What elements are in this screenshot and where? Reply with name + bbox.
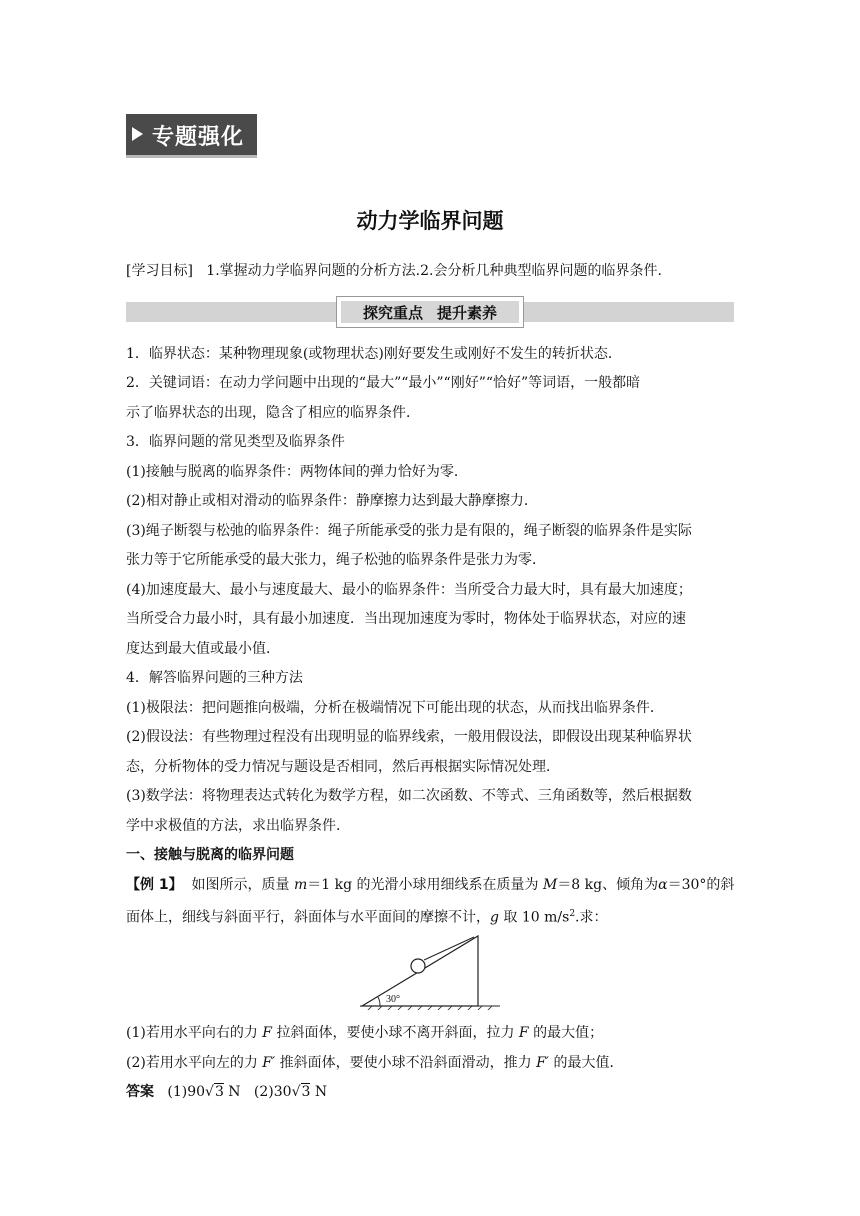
radicand: 3 xyxy=(301,1084,311,1100)
learning-objectives xyxy=(126,262,662,280)
body-line: (1)接触与脱离的临界条件：两物体间的弹力恰好为零． xyxy=(126,464,468,480)
body-line: 4．解答临界问题的三种方法 xyxy=(126,670,303,686)
example-line-1 xyxy=(126,876,734,894)
var-M: M xyxy=(542,877,558,893)
text-run: 取 10 m/s xyxy=(498,909,570,926)
objectives-tag: [学习目标] xyxy=(126,263,193,279)
var-m: m xyxy=(293,877,308,893)
ball xyxy=(411,959,425,973)
text-run: 如图所示，质量 xyxy=(191,877,294,893)
var-F: F xyxy=(518,1025,529,1041)
unit: N xyxy=(310,1084,328,1100)
var-g: g xyxy=(490,909,499,926)
question-1 xyxy=(126,1024,603,1042)
text-run: .求： xyxy=(575,909,608,926)
answer-label: 答案 xyxy=(126,1084,154,1100)
section-header xyxy=(336,296,524,328)
body-line: (2)相对静止或相对滑动的临界条件：静摩擦力达到最大静摩擦力． xyxy=(126,493,538,509)
answer-2: (2)30 xyxy=(253,1084,292,1100)
var-F-prime: F′ xyxy=(536,1055,549,1071)
body-line: 张力等于它所能承受的最大张力，绳子松弛的临界条件是张力为零． xyxy=(126,552,546,568)
body-line: 学中求极值的方法，求出临界条件． xyxy=(126,818,350,834)
body-line: 1．临界状态：某种物理现象(或物理状态)刚好要发生或刚好不发生的转折状态． xyxy=(126,346,622,362)
body-line: 示了临界状态的出现，隐含了相应的临界条件． xyxy=(126,405,420,421)
answer-line xyxy=(126,1083,327,1101)
page-title: 动力学临界问题 xyxy=(356,209,504,233)
objectives-text: 1.掌握动力学临界问题的分析方法.2.会分析几种典型临界问题的临界条件. xyxy=(206,263,662,279)
text-run: 的最大值； xyxy=(528,1025,604,1041)
section-header-left: 探究重点 xyxy=(362,303,423,322)
radicand: 3 xyxy=(214,1084,224,1100)
answer-1: (1)90 xyxy=(167,1084,206,1100)
text-run: 推斜面体，要使小球不沿斜面滑动，推力 xyxy=(275,1055,537,1071)
angle-arc xyxy=(378,997,380,1006)
body-line: (1)极限法：把问题推向极端，分析在极端情况下可能出现的状态，从而找出临界条件． xyxy=(126,700,664,716)
body-line: (4)加速度最大、最小与速度最大、最小的临界条件：当所受合力最大时，具有最大加速度； xyxy=(126,582,692,598)
body-line: 度达到最大值或最小值． xyxy=(126,641,280,657)
angle-label: 30° xyxy=(386,994,400,1005)
sqrt-sign: √3 xyxy=(205,1084,224,1100)
var-F: F xyxy=(262,1025,272,1041)
text-run: ＝30°的斜 xyxy=(667,877,735,893)
body-line: 3．临界问题的常见类型及临界条件 xyxy=(126,434,345,450)
string-line xyxy=(424,937,474,960)
example-line-2 xyxy=(126,905,608,927)
subheading: 一、接触与脱离的临界问题 xyxy=(126,847,294,863)
question-2 xyxy=(126,1054,623,1072)
sqrt-sign: √3 xyxy=(291,1084,311,1100)
body-line: 态，分析物体的受力情况与题设是否相同，然后再根据实际情况处理． xyxy=(126,759,560,775)
body-line: (3)数学法：将物理表达式转化为数学方程，如二次函数、不等式、三角函数等，然后根据数 xyxy=(126,788,692,804)
section-header-right: 提升素养 xyxy=(437,303,498,322)
example-tag: 【例 1】 xyxy=(126,877,183,893)
body-line: (3)绳子断裂与松弛的临界条件：绳子所能承受的张力是有限的，绳子断裂的临界条件是实际 xyxy=(126,523,692,539)
text-run: (2)若用水平向左的力 xyxy=(126,1055,263,1071)
var-alpha: α xyxy=(658,877,668,893)
text-run: (1)若用水平向右的力 xyxy=(126,1025,263,1041)
body-line: 当所受合力最小时，具有最小加速度．当出现加速度为零时，物体处于临界状态，对应的速 xyxy=(126,611,686,627)
badge-label: 专题强化 xyxy=(152,125,245,150)
text-run: ＝1 kg 的光滑小球用细线系在质量为 xyxy=(307,877,543,893)
incline-diagram xyxy=(360,930,500,1010)
var-F-prime: F′ xyxy=(262,1055,276,1071)
body-line: 2．关键词语：在动力学问题中出现的“最大”“最小”“刚好”“恰好”等词语，一般都暗 xyxy=(126,375,641,391)
triangle-arrow-icon xyxy=(132,127,143,141)
body-line: (2)假设法：有些物理过程没有出现明显的临界线索，一般用假设法，即假设出现某种临界状 xyxy=(126,729,692,745)
topic-badge xyxy=(126,114,257,158)
superscript: 2 xyxy=(569,909,576,919)
text-run: 拉斜面体，要使小球不离开斜面，拉力 xyxy=(272,1025,519,1041)
text-run: 面体上，细线与斜面平行，斜面体与水平面间的摩擦不计， xyxy=(126,909,490,926)
unit: N xyxy=(223,1084,241,1100)
text-run: 的最大值． xyxy=(549,1055,624,1071)
text-run: ＝8 kg、倾角为 xyxy=(557,877,659,893)
